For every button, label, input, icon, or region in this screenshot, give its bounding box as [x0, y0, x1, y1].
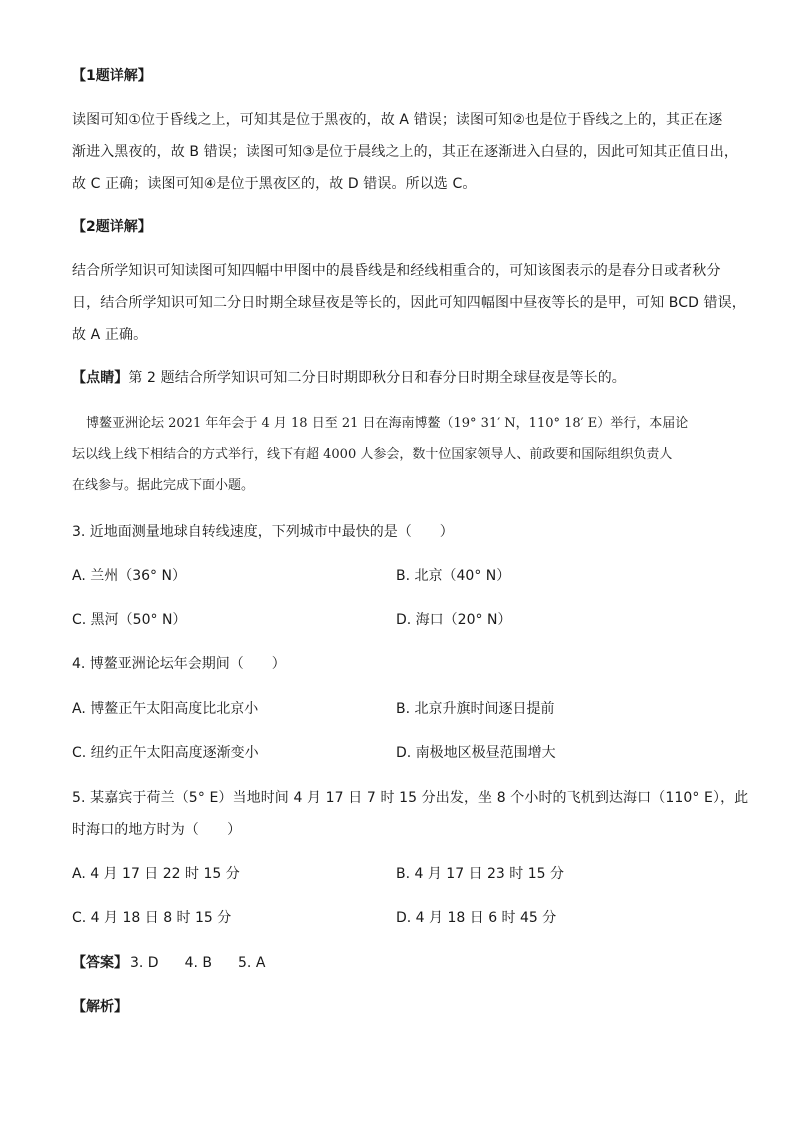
q3-option-a[interactable]: A. 兰州（36° N）: [72, 568, 186, 584]
q5-option-c[interactable]: C. 4 月 18 日 8 时 15 分: [72, 910, 232, 926]
section1-body: [72, 104, 738, 200]
question-4: 4. 博鳌亚洲论坛年会期间（ ）: [72, 656, 286, 672]
question-3: 3. 近地面测量地球自转线速度，下列城市中最快的是（ ）: [72, 524, 454, 540]
question-5: [72, 782, 749, 846]
question-4-options-row-1: [72, 693, 732, 725]
section2-line-3: 故 A 正确。: [72, 327, 148, 343]
stem-line-3: 在线参与。据此完成下面小题。: [72, 478, 255, 493]
dianjing-text: 第 2 题结合所学知识可知二分日时期即秋分日和春分日时期全球昼夜是等长的。: [128, 370, 626, 386]
question-3-options-row-1: [72, 560, 732, 592]
section1-line-1: 读图可知①位于昏线之上，可知其是位于黑夜的，故 A 错误；读图可知②也是位于昏线之上的，其正在逐: [72, 112, 723, 128]
q5-option-d[interactable]: D. 4 月 18 日 6 时 45 分: [396, 910, 557, 926]
q5-line-1: 5. 某嘉宾于荷兰（5° E）当地时间 4 月 17 日 7 时 15 分出发，坐 8 个小时的飞机到达海口（110° E），此: [72, 790, 749, 806]
q3-option-b[interactable]: B. 北京（40° N）: [396, 568, 511, 584]
section2-line-1: 结合所学知识可知读图可知四幅中甲图中的晨昏线是和经线相重合的，可知该图表示的是春分日或者秋分: [72, 263, 721, 279]
stem-line-2: 坛以线上线下相结合的方式举行，线下有超 4000 人参会，数十位国家领导人、前政要和国际组织负责人: [72, 447, 673, 462]
section1-line-2: 渐进入黑夜的，故 B 错误；读图可知③是位于晨线之上的，其正在逐渐进入白昼的，因此可知其正值日出，: [72, 144, 738, 160]
section1-heading: 【1题详解】: [72, 68, 152, 84]
section1-line-3: 故 C 正确；读图可知④是位于黑夜区的，故 D 错误。所以选 C。: [72, 176, 477, 192]
question-5-options-row-2: [72, 902, 732, 934]
answer-item: 3. D: [130, 955, 159, 971]
question-5-options-row-1: [72, 858, 732, 890]
q4-option-b[interactable]: B. 北京升旗时间逐日提前: [396, 701, 555, 717]
dianjing-label: 【点睛】: [72, 370, 129, 386]
answer-item: 5. A: [238, 955, 266, 971]
section2-line-2: 日，结合所学知识可知二分日时期全球昼夜是等长的，因此可知四幅图中昼夜等长的是甲，可知 BCD 错误，: [72, 295, 746, 311]
q5-option-b[interactable]: B. 4 月 17 日 23 时 15 分: [396, 866, 565, 882]
section2-heading: 【2题详解】: [72, 219, 152, 235]
dianjing-note: [72, 362, 732, 394]
answer-item: 4. B: [184, 955, 213, 971]
section2-body: [72, 255, 746, 351]
analysis-heading: 【解析】: [72, 999, 128, 1015]
q4-option-c[interactable]: C. 纽约正午太阳高度逐渐变小: [72, 745, 259, 761]
stem-line-1: 博鳌亚洲论坛 2021 年年会于 4 月 18 日至 21 日在海南博鳌（19° 31′ N，110° 18′ E）举行，本届论: [86, 416, 689, 431]
q3-option-d[interactable]: D. 海口（20° N）: [396, 612, 512, 628]
q4-option-d[interactable]: D. 南极地区极昼范围增大: [396, 745, 556, 761]
answer-label: 【答案】: [72, 955, 128, 971]
question-3-options-row-2: [72, 604, 732, 636]
answer-line: [72, 947, 732, 979]
question-stem: [72, 408, 732, 501]
q4-option-a[interactable]: A. 博鳌正午太阳高度比北京小: [72, 701, 259, 717]
question-4-options-row-2: [72, 737, 732, 769]
q5-line-2: 时海口的地方时为（ ）: [72, 822, 242, 838]
q5-option-a[interactable]: A. 4 月 17 日 22 时 15 分: [72, 866, 240, 882]
q3-option-c[interactable]: C. 黑河（50° N）: [72, 612, 187, 628]
